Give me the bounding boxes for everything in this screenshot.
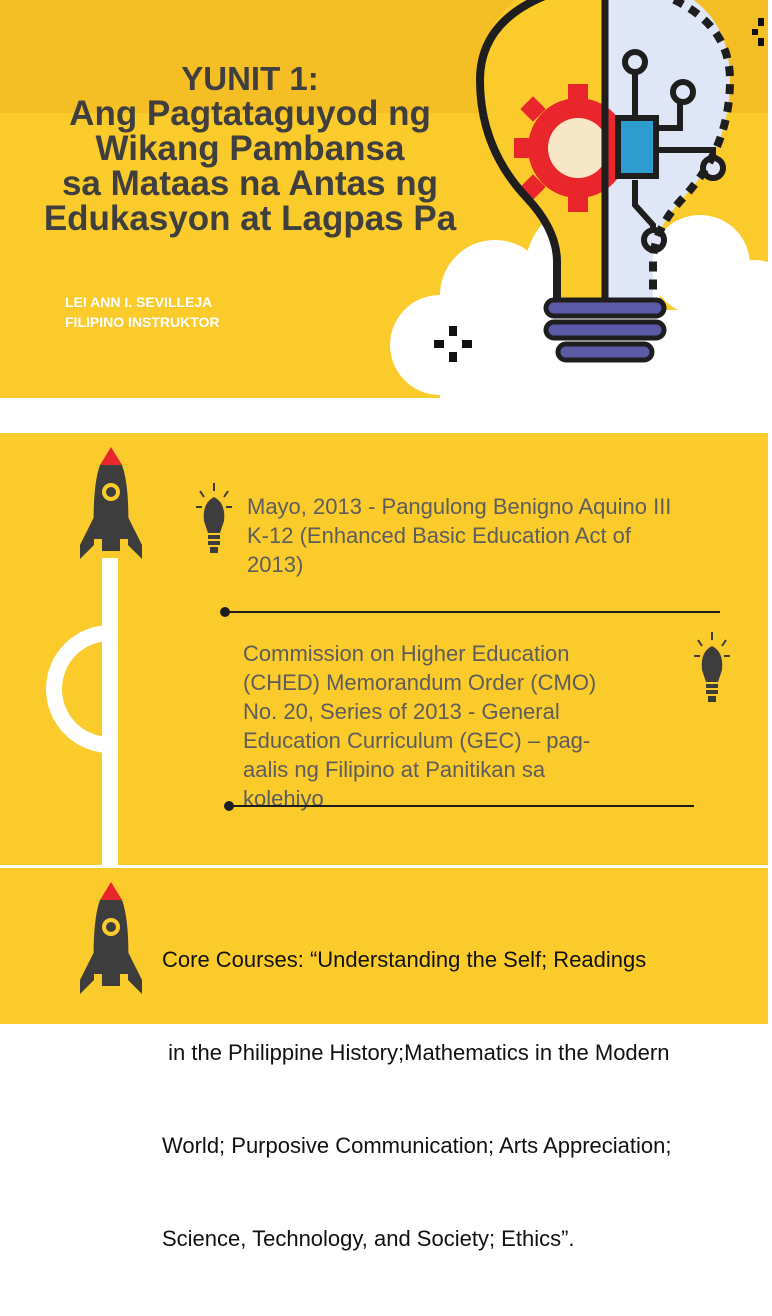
text-line: Science, Technology, and Society; Ethics”. (162, 1226, 575, 1251)
text-line: Mayo, 2013 - Pangulong Benigno Aquino III (247, 494, 672, 519)
author-block (65, 292, 220, 332)
lightbulb-icon (468, 0, 768, 370)
courses-slide (0, 868, 768, 1251)
rocket-icon (78, 882, 144, 1000)
title-line: Wikang Pambansa (95, 129, 405, 168)
title-line: Ang Pagtataguyod ng (69, 94, 431, 133)
text-line: kolehiyo (243, 786, 324, 811)
timeline-slide (0, 433, 768, 865)
text-line: in the Philippine History;Mathematics in the Modern (162, 1040, 670, 1065)
text-line: (CHED) Memorandum Order (CMO) (243, 670, 597, 695)
title-line: Edukasyon at Lagpas Pa (43, 199, 457, 238)
text-line: 2013) (247, 552, 304, 577)
lightbulb-icon (692, 630, 732, 710)
author-role: FILIPINO INSTRUKTOR (65, 314, 220, 330)
text-line: World; Purposive Communication; Arts Appreciation; (162, 1133, 672, 1158)
text-line: aalis ng Filipino at Panitikan sa (243, 757, 546, 782)
unit-label: YUNIT 1: (181, 60, 319, 97)
lightbulb-icon (194, 481, 234, 561)
divider-line (222, 799, 702, 813)
rocket-icon (78, 447, 144, 565)
text-line: No. 20, Series of 2013 - General (243, 699, 560, 724)
text-line: K-12 (Enhanced Basic Education Act of (247, 523, 632, 548)
divider-line (218, 605, 728, 619)
timeline-item-1 (247, 492, 757, 579)
sparkle-icon (434, 326, 474, 366)
core-courses-text (162, 882, 762, 1316)
slide-title (10, 62, 490, 236)
sparkle-icon (752, 18, 772, 48)
author-name: LEI ANN I. SEVILLEJA (65, 294, 213, 310)
title-line: sa Mataas na Antas ng (61, 164, 439, 203)
text-line: Education Curriculum (GEC) – pag- (243, 728, 591, 753)
title-slide (0, 0, 768, 398)
text-line: Commission on Higher Education (243, 641, 570, 666)
timeline-item-2 (243, 639, 683, 813)
text-line: Core Courses: “Understanding the Self; Readings (162, 947, 647, 972)
